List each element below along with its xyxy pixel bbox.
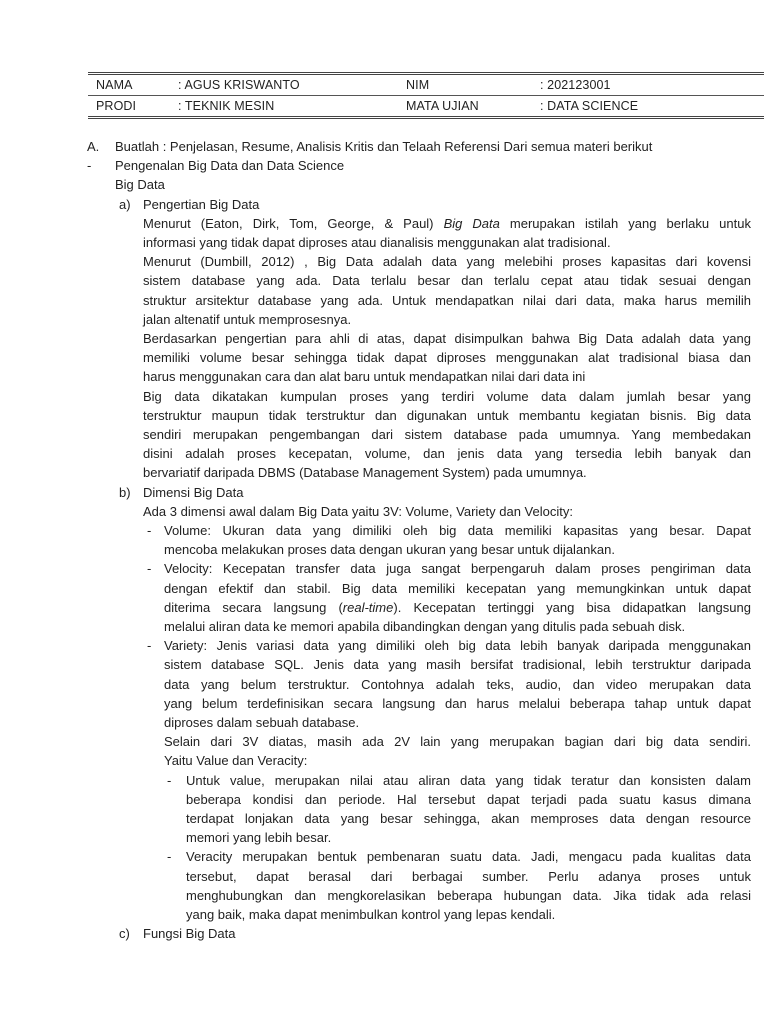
marker-dash: - [87, 158, 92, 174]
paragraph-line: Selain dari 3V diatas, masih ada 2V lain yang merupakan bagian dari big data sendiri. [164, 734, 751, 750]
paragraph-line: menghubungkan dan mengkorelasikan beberapa hubungan data. Jika tidak ada relasi [186, 887, 751, 903]
paragraph-line: melalui aliran data ke memori apabila dibandingkan dengan yang ditulis pada sebuah disk. [164, 619, 686, 634]
value-prodi: : TEKNIK MESIN [178, 99, 275, 113]
paragraph-line: Menurut (Dumbill, 2012) , Big Data adalah data yang melebihi proses kapasitas dari kovensi [143, 254, 751, 270]
paragraph-line: Menurut (Eaton, Dirk, Tom, George, & Paul) Big Data merupakan istilah yang berlaku untuk [143, 215, 751, 231]
label-mata-ujian: MATA UJIAN [406, 99, 479, 113]
label-nama: NAMA [96, 78, 133, 92]
paragraph-line: Variety: Jenis variasi data yang dimiliki oleh big data lebih banyak daripada menggunakan [164, 638, 751, 654]
paragraph-line: sendiri merupakan pengembangan dari sistem database pada umumnya. Yang membedakan [143, 427, 751, 442]
paragraph-line: mencoba melakukan proses data dengan ukuran yang besar untuk dijalankan. [164, 542, 615, 558]
marker-b: b) [119, 484, 131, 500]
paragraph-line: Yaitu Value dan Veracity: [164, 753, 308, 769]
marker-c: c) [119, 926, 130, 942]
paragraph-line: Volume: Ukuran data yang dimiliki oleh big data memiliki kapasitas yang besar. Dapat [164, 523, 751, 538]
paragraph-line: dengan efektif dan stabil. Big data memiliki kecepatan yang memungkinkan untuk dapat [164, 580, 751, 596]
value-nama: : AGUS KRISWANTO [178, 78, 300, 92]
paragraph-line: Veracity merupakan bentuk pembenaran suatu data. Jadi, mengacu pada kualitas data [186, 849, 751, 865]
paragraph-line: data yang belum terstruktur. Contohnya adalah teks, audio, dan video merupakan data [164, 676, 751, 692]
section-b-heading: Dimensi Big Data [143, 484, 244, 500]
paragraph-line: terdapat lonjakan data yang besar sehingga, akan memproses data dengan resource [186, 811, 751, 826]
paragraph-line: terstruktur maupun tidak terstruktur dan digunakan untuk membantu kegiatan bisnis. Big data [143, 407, 751, 423]
paragraph-line: disini adalah proses kecepatan, volume, dan jenis data yang tersedia lebih banyak dan [143, 446, 751, 462]
paragraph-line: diproses dalam sebuah database. [164, 715, 360, 730]
paragraph-line: Big data dikatakan kumpulan proses yang terdiri volume data dalam jumlah besar yang [143, 388, 751, 404]
paragraph-line: memori yang lebih besar. [186, 830, 332, 846]
value-nim: : 202123001 [540, 78, 611, 92]
value-mata-ujian: : DATA SCIENCE [540, 99, 639, 113]
student-info-table [88, 72, 764, 119]
paragraph-line: Untuk value, merupakan nilai atau aliran data yang tidak teratur dan konsisten dalam [186, 772, 751, 788]
paragraph-line: memiliki volume besar sehingga tidak dapat diproses menggunakan alat tradisional biasa dan [143, 350, 751, 366]
paragraph-line: tersebut, dapat berasal dari berbagai sumber. Perlu adanya proses untuk [186, 868, 751, 884]
topic-title: Pengenalan Big Data dan Data Science [115, 158, 345, 174]
paragraph-line: beberapa kondisi dan periode. Hal tersebut dapat terjadi pada suatu kasus dimana [186, 791, 751, 807]
paragraph-line: Velocity: Kecepatan transfer data juga sangat berpengaruh dalam proses pengiriman data [164, 561, 751, 577]
bullet-dash: - [167, 772, 172, 788]
label-prodi: PRODI [96, 99, 137, 113]
paragraph-line: sistem database SQL. Jenis data yang masih bersifat tradisional, lebih terstruktur daripada [164, 657, 751, 673]
marker-a: a) [119, 196, 131, 212]
info-row-prodi [88, 95, 764, 116]
marker-a-upper: A. [87, 139, 100, 154]
paragraph-line: struktur arsitektur database yang ada. Untuk mendapatkan nilai dari data, maka harus memilih [143, 292, 751, 308]
section-a-heading: Pengertian Big Data [143, 196, 260, 212]
paragraph-line: bervariatif daripada DBMS (Database Management System) pada umumnya. [143, 465, 587, 481]
section-c-heading: Fungsi Big Data [143, 926, 236, 942]
bullet-dash: - [147, 638, 152, 654]
paragraph-line: diterima secara langsung (real-time). Kecepatan tertinggi yang bisa didapatkan langsung [164, 599, 751, 615]
paragraph-line: harus menggunakan cara dan alat baru untuk mendapatkan nilai dari data ini [143, 369, 586, 385]
bullet-dash: - [167, 849, 172, 865]
info-row-name [88, 75, 764, 95]
label-nim: NIM [406, 78, 430, 92]
bullet-dash: - [147, 523, 152, 538]
task-instruction: Buatlah : Penjelasan, Resume, Analisis Kritis dan Telaah Referensi Dari semua materi berikut [115, 139, 653, 154]
subtopic-big-data: Big Data [115, 177, 165, 193]
paragraph-line: informasi yang tidak dapat diproses atau dianalisis menggunakan alat tradisional. [143, 235, 611, 250]
paragraph-line: sistem database yang ada. Data terlalu besar dan terlalu cepat atau tidak sesuai dengan [143, 273, 751, 289]
section-b-intro: Ada 3 dimensi awal dalam Big Data yaitu 3V: Volume, Variety dan Velocity: [143, 503, 573, 519]
paragraph-line: jalan altenatif untuk memprosesnya. [143, 311, 352, 327]
bullet-dash: - [147, 561, 152, 577]
paragraph-line: yang baik, maka dapat menimbulkan kontrol yang lepas kendali. [186, 907, 556, 922]
paragraph-line: yang belum terdefinisikan secara langsung dan harus melalui beberapa tahap untuk dapat [164, 695, 751, 711]
paragraph-line: Berdasarkan pengertian para ahli di atas, dapat disimpulkan bahwa Big Data adalah data yang [143, 331, 751, 346]
